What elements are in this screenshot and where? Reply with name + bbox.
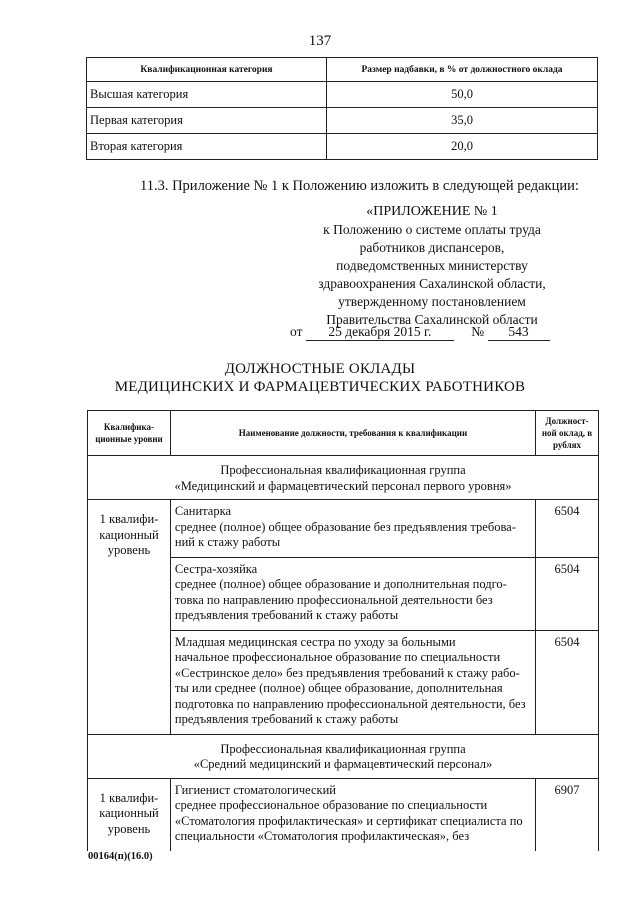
position-name: Младшая медицинская сестра по уходу за больными <box>174 634 456 649</box>
category-cell: Вторая категория <box>87 134 327 160</box>
salary-cell: 6504 <box>536 630 599 734</box>
bonus-value-cell: 50,0 <box>327 82 598 108</box>
table-row <box>87 82 598 108</box>
appendix-line: подведомственных министерству <box>336 258 528 273</box>
page-number: 137 <box>308 33 332 49</box>
category-cell: Высшая категория <box>87 82 327 108</box>
group-title-line: «Средний медицинский и фармацевтический персонал» <box>193 757 493 771</box>
table-header-row <box>87 58 598 82</box>
heading-line: МЕДИЦИНСКИХ И ФАРМАЦЕВТИЧЕСКИХ РАБОТНИКОВ <box>114 379 526 395</box>
header-salary: Должност-ной оклад, в рублях <box>536 411 599 456</box>
group-title-line: Профессиональная квалификационная группа <box>220 741 466 756</box>
table-row <box>87 134 598 160</box>
salary-table <box>87 410 599 851</box>
qualification-level-cell: 1 квалифи-кационный уровень <box>88 778 171 851</box>
group-title-cell <box>88 734 599 778</box>
table-row <box>88 500 599 558</box>
qualification-level-cell: 1 квалифи-кационный уровень <box>88 500 171 735</box>
position-cell <box>170 630 535 734</box>
group-row <box>88 734 599 778</box>
appendix-line: к Положению о системе оплаты труда <box>323 222 541 237</box>
salary-cell: 6907 <box>536 778 599 851</box>
appendix-line: Правительства Сахалинской области <box>326 312 538 327</box>
header-category: Квалификационная категория <box>87 58 327 82</box>
number-label: № <box>471 324 485 339</box>
position-requirements: среднее (полное) общее образование и дополнительная подго-товка по направлению профессиональной деятельности без предъявления требований к стажу работы <box>174 577 507 622</box>
bonus-value-cell: 35,0 <box>327 108 598 134</box>
date-prefix: от <box>290 324 303 339</box>
position-name: Санитарка <box>174 504 232 518</box>
table-row <box>87 108 598 134</box>
group-title-cell <box>88 456 599 500</box>
group-row <box>88 456 599 500</box>
appendix-line: работников диспансеров, <box>359 240 505 255</box>
position-name: Сестра-хозяйка <box>174 561 258 576</box>
decree-date: 25 декабря 2015 г. <box>306 324 454 341</box>
salary-cell: 6504 <box>536 557 599 630</box>
appendix-line: здравоохранения Сахалинской области, <box>318 276 546 291</box>
position-requirements: начальное профессиональное образование по специальности «Сестринское дело» без предъявления требований к стажу рабо-ты или среднее (полное) общее образование, дополнительная подготовка по направлению профессиональной деятельности, без предъявления требований к стажу работы <box>174 650 526 726</box>
category-cell: Первая категория <box>87 108 327 134</box>
heading-line: ДОЛЖНОСТНЫЕ ОКЛАДЫ <box>224 361 416 377</box>
clause-text: 11.3. Приложение № 1 к Положению изложить в следующей редакции: <box>140 178 579 194</box>
header-position: Наименование должности, требования к квалификации <box>170 411 535 456</box>
group-title-line: «Медицинский и фармацевтический персонал первого уровня» <box>174 478 512 493</box>
position-cell <box>170 778 535 851</box>
appendix-line: утвержденному постановлением <box>338 294 526 309</box>
header-level: Квалифика-ционные уровни <box>88 411 171 456</box>
appendix-date-line <box>290 324 550 341</box>
position-cell <box>170 557 535 630</box>
group-title-line: Профессиональная квалификационная группа <box>220 463 466 477</box>
footer-code: 00164(п)(16.0) <box>88 851 153 862</box>
qualification-bonus-table <box>86 57 598 160</box>
table-header-row <box>88 411 599 456</box>
header-bonus: Размер надбавки, в % от должностного оклада <box>327 58 598 82</box>
position-cell <box>170 500 535 558</box>
section-heading <box>0 360 640 396</box>
bonus-value-cell: 20,0 <box>327 134 598 160</box>
position-requirements: среднее профессиональное образование по специальности «Стоматология профилактическая» и сертификат специалиста по специальности «Стоматология профилактическая», без <box>174 798 523 843</box>
table-row <box>88 778 599 851</box>
salary-cell: 6504 <box>536 500 599 558</box>
decree-number: 543 <box>488 324 550 341</box>
appendix-block <box>270 203 594 329</box>
appendix-title: «ПРИЛОЖЕНИЕ № 1 <box>366 204 498 219</box>
position-name: Гигиенист стоматологический <box>174 782 336 797</box>
position-requirements: среднее (полное) общее образование без предъявления требова-ний к стажу работы <box>174 519 516 549</box>
